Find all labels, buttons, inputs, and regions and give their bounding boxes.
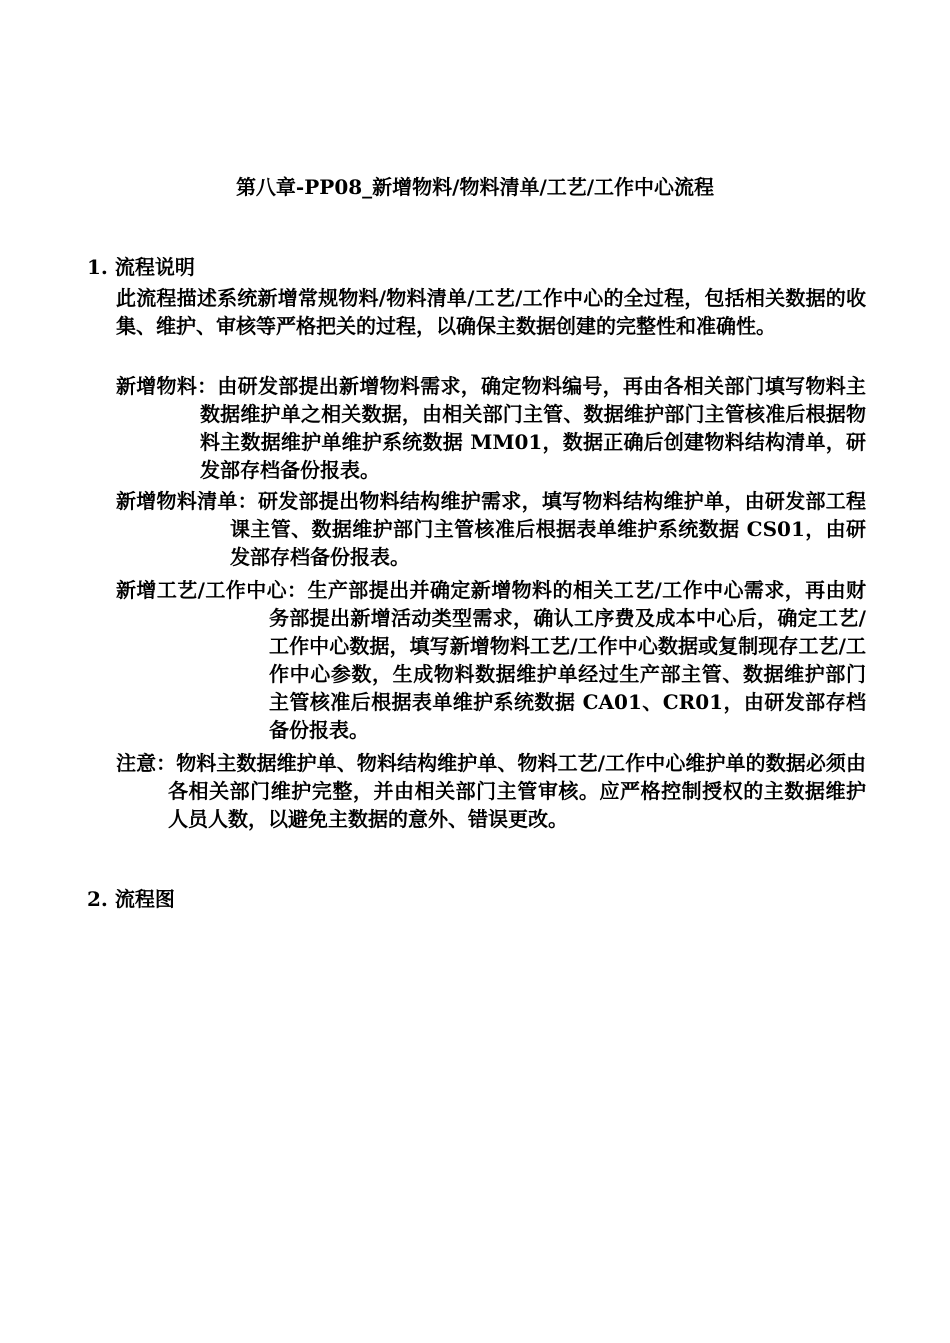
item-label: 注意： (116, 751, 177, 775)
list-item-note (116, 749, 866, 833)
item-text: 物料主数据维护单、物料结构维护单、物料工艺/工作中心维护单的数据必须由各相关部门维护完整，并由相关部门主管审核。应严格控制授权的主数据维护人员人数，以避免主数据的意外、错误更改。 (168, 751, 866, 831)
item-label: 新增工艺/工作中心： (116, 578, 308, 602)
list-item-new-material (116, 372, 866, 484)
item-text: 生产部提出并确定新增物料的相关工艺/工作中心需求，再由财务部提出新增活动类型需求，确认工序费及成本中心后，确定工艺/工作中心数据，填写新增物料工艺/工作中心数据或复制现存工艺/工作中心参数，生成物料数据维护单经过生产部主管、数据维护部门主管核准后根据表单维护系统数据 CA01、CR01，由研发部存档备份报表。 (269, 578, 866, 742)
page-title: 第八章-PP08_新增物料/物料清单/工艺/工作中心流程 (235, 175, 715, 199)
section-heading-flowchart: 2. 流程图 (87, 887, 175, 911)
item-label: 新增物料清单： (116, 489, 258, 513)
item-text: 由研发部提出新增物料需求，确定物料编号，再由各相关部门填写物料主数据维护单之相关数据，由相关部门主管、数据维护部门主管核准后根据物料主数据维护单维护系统数据 MM01，数据正确后创建物料结构清单，研发部存档备份报表。 (200, 374, 867, 482)
item-label: 新增物料： (116, 374, 218, 398)
list-item-new-routing-workcenter (116, 576, 866, 744)
section-heading-process-description: 1. 流程说明 (87, 255, 195, 279)
item-text: 研发部提出物料结构维护需求，填写物料结构维护单，由研发部工程课主管、数据维护部门主管核准后根据表单维护系统数据 CS01，由研发部存档备份报表。 (230, 489, 867, 569)
intro-paragraph: 此流程描述系统新增常规物料/物料清单/工艺/工作中心的全过程，包括相关数据的收集、维护、审核等严格把关的过程，以确保主数据创建的完整性和准确性。 (116, 286, 866, 338)
list-item-new-bom (116, 487, 866, 571)
